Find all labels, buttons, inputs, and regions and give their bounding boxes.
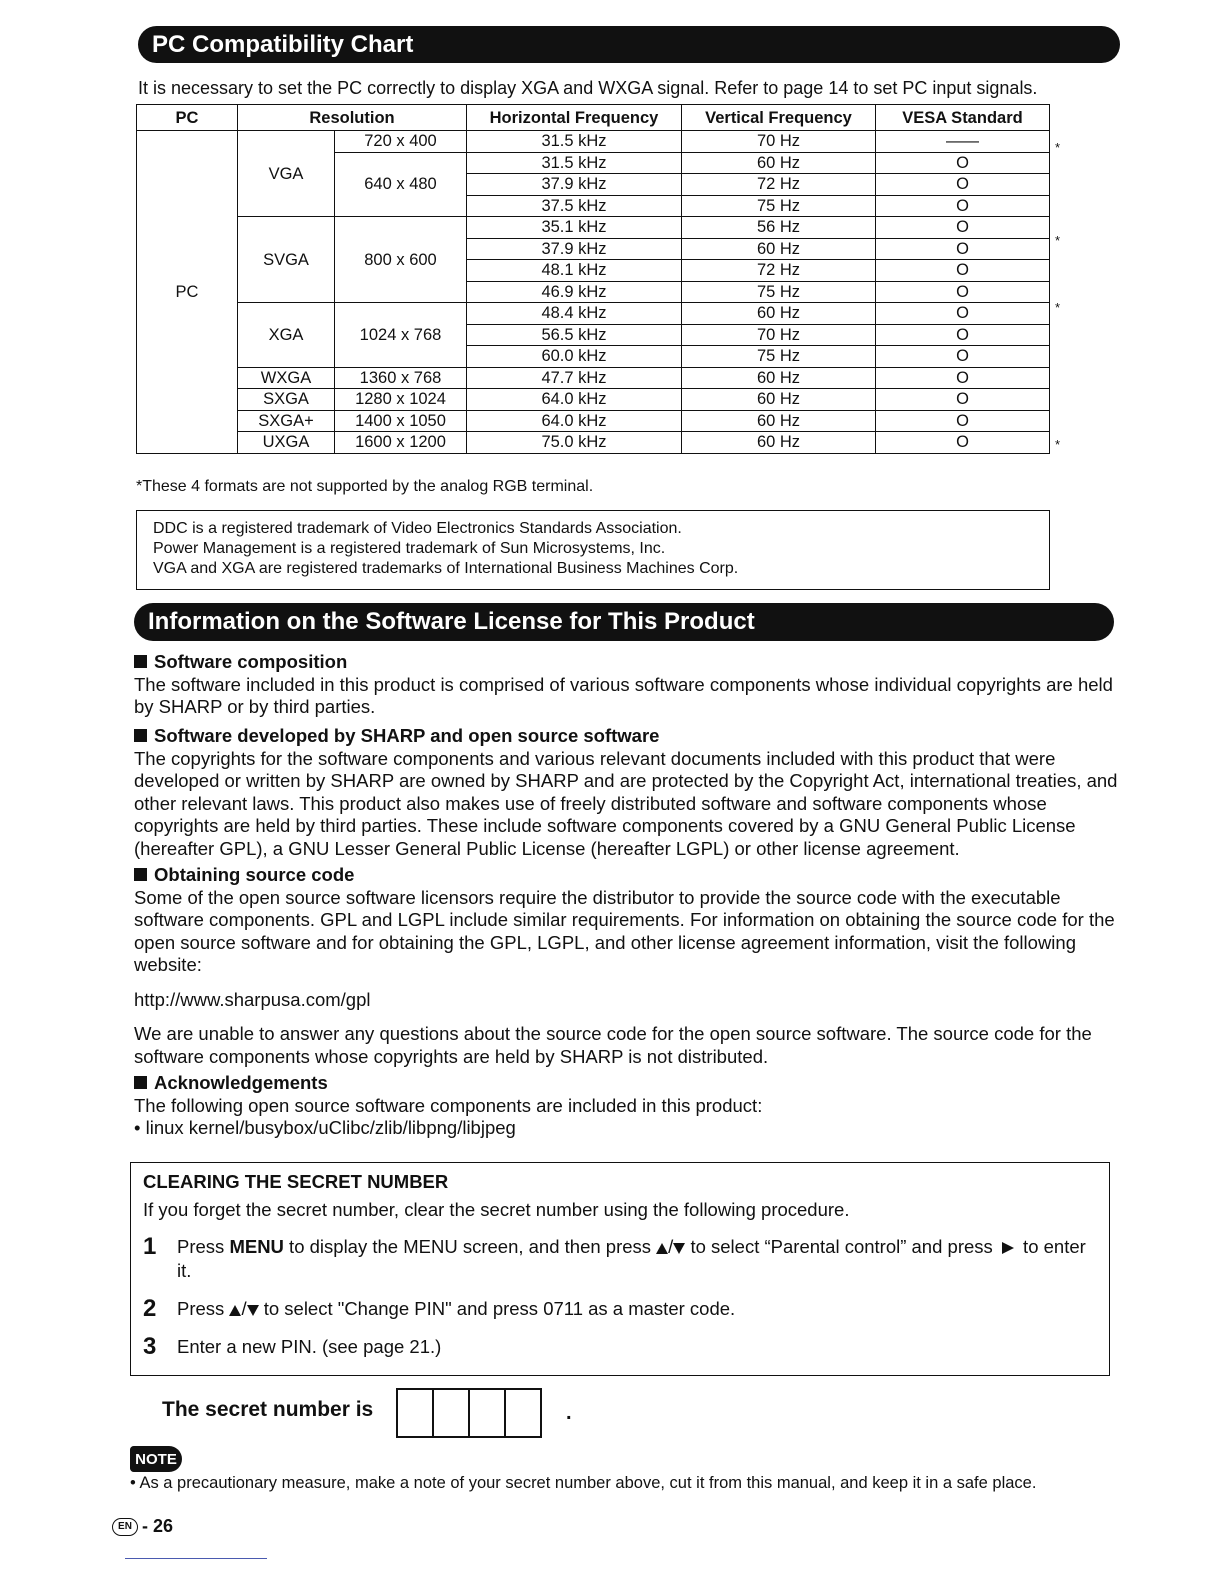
- vesa-cell: O: [876, 389, 1050, 411]
- vesa-cell: O: [876, 346, 1050, 368]
- pin-digit-box: [504, 1388, 542, 1438]
- pc-compatibility-table: [136, 104, 1050, 454]
- gpl-url: http://www.sharpusa.com/gpl: [134, 988, 371, 1010]
- group-xga: XGA: [238, 303, 335, 368]
- table-row: [137, 389, 1050, 411]
- h-freq: 37.9 kHz: [467, 174, 682, 196]
- h-freq: 48.4 kHz: [467, 303, 682, 325]
- group-vga: VGA: [238, 131, 335, 217]
- group-wxga: WXGA: [238, 367, 335, 389]
- vesa-cell: O: [876, 281, 1050, 303]
- v-freq: 72 Hz: [682, 174, 876, 196]
- footnote-asterisk: *: [1055, 300, 1061, 315]
- section-heading: Software composition: [134, 651, 1124, 674]
- note-badge: NOTE: [130, 1446, 182, 1472]
- h-freq: 47.7 kHz: [467, 367, 682, 389]
- up-arrow-icon: [656, 1243, 668, 1254]
- section-heading: Obtaining source code: [134, 864, 1124, 887]
- h-freq: 75.0 kHz: [467, 432, 682, 454]
- resolution-cell: 1024 x 768: [335, 303, 467, 368]
- header-resolution: Resolution: [238, 105, 467, 131]
- table-row: [137, 131, 1050, 153]
- section-text: Some of the open source software licensors require the distributor to provide the source code with the executable software components. GPL and LGPL include similar requirements. For information on obtaining the source code for the open source software and for obtaining the GPL, LGPL, and other license agreement information, visit the following website:: [134, 886, 1115, 975]
- down-arrow-icon: [673, 1243, 685, 1254]
- h-freq: 37.5 kHz: [467, 195, 682, 217]
- v-freq: 60 Hz: [682, 303, 876, 325]
- vesa-cell: O: [876, 432, 1050, 454]
- group-svga: SVGA: [238, 217, 335, 303]
- resolution-cell: 720 x 400: [335, 131, 467, 153]
- group-sxga: SXGA: [238, 389, 335, 411]
- vesa-cell: O: [876, 174, 1050, 196]
- software-license-title: Information on the Software License for This Product: [134, 603, 1114, 641]
- obtaining-source-section: [134, 864, 1124, 1068]
- vesa-cell: O: [876, 367, 1050, 389]
- square-bullet-icon: [134, 729, 147, 742]
- step-2: [143, 1297, 1097, 1321]
- vesa-cell: ——: [876, 131, 1050, 153]
- v-freq: 75 Hz: [682, 346, 876, 368]
- section-text: We are unable to answer any questions about the source code for the open source software. The source code for the software components whose copyrights are held by SHARP is not distributed.: [134, 1023, 1092, 1067]
- note-text: • As a precautionary measure, make a note of your secret number above, cut it from this manual, and keep it in a safe place.: [130, 1474, 1037, 1492]
- footnote-asterisk: *: [1055, 233, 1061, 248]
- trademark-line: DDC is a registered trademark of Video Electronics Standards Association.: [153, 520, 682, 537]
- v-freq: 60 Hz: [682, 432, 876, 454]
- header-vesa: VESA Standard: [876, 105, 1050, 131]
- step-text: Press MENU to display the MENU screen, and then press / to select “Parental control” and press to enter it.: [177, 1236, 1086, 1281]
- acknowledgements-section: [134, 1072, 1124, 1140]
- page-number: - 26: [142, 1516, 174, 1536]
- h-freq: 60.0 kHz: [467, 346, 682, 368]
- h-freq: 31.5 kHz: [467, 152, 682, 174]
- vesa-cell: O: [876, 260, 1050, 282]
- step-3: [143, 1335, 1097, 1359]
- clear-secret-number-box: [130, 1162, 1110, 1376]
- v-freq: 60 Hz: [682, 367, 876, 389]
- v-freq: 70 Hz: [682, 131, 876, 153]
- square-bullet-icon: [134, 868, 147, 881]
- resolution-cell: 640 x 480: [335, 152, 467, 217]
- section-text: The copyrights for the software components and various relevant documents included with this product that were developed or written by SHARP are owned by SHARP and are protected by the Copyright Act, international treaties, and other relevant laws. This product also makes use of freely distributed software and software components whose copyrights are held by third parties. These include software components covered by a GNU General Public License (hereafter GPL), a GNU Lesser General Public License (hereafter LGPL) or other license agreement.: [134, 747, 1118, 859]
- v-freq: 70 Hz: [682, 324, 876, 346]
- step-1: [143, 1235, 1097, 1283]
- section-text: The software included in this product is comprised of various software components whose individual copyrights are held by SHARP or by third parties.: [134, 673, 1113, 717]
- header-horizontal: Horizontal Frequency: [467, 105, 682, 131]
- pc-compatibility-title: PC Compatibility Chart: [138, 26, 1120, 63]
- up-arrow-icon: [229, 1305, 241, 1316]
- table-row: [137, 303, 1050, 325]
- vesa-cell: O: [876, 238, 1050, 260]
- section-heading: Software developed by SHARP and open source software: [134, 725, 1124, 748]
- trademark-line: Power Management is a registered trademark of Sun Microsystems, Inc.: [153, 540, 666, 557]
- group-uxga: UXGA: [238, 432, 335, 454]
- resolution-cell: 800 x 600: [335, 217, 467, 303]
- pin-digit-box: [432, 1388, 470, 1438]
- square-bullet-icon: [134, 655, 147, 668]
- h-freq: 64.0 kHz: [467, 389, 682, 411]
- down-arrow-icon: [247, 1305, 259, 1316]
- section-heading: Acknowledgements: [134, 1072, 1124, 1095]
- footnote-asterisk: *: [1055, 140, 1061, 155]
- v-freq: 60 Hz: [682, 410, 876, 432]
- trademark-line: VGA and XGA are registered trademarks of International Business Machines Corp.: [153, 560, 739, 577]
- header-vertical: Vertical Frequency: [682, 105, 876, 131]
- vesa-cell: O: [876, 410, 1050, 432]
- v-freq: 75 Hz: [682, 195, 876, 217]
- v-freq: 72 Hz: [682, 260, 876, 282]
- pin-digit-box: [468, 1388, 506, 1438]
- pc-label-cell: PC: [137, 131, 238, 454]
- table-row: [137, 217, 1050, 239]
- v-freq: 60 Hz: [682, 238, 876, 260]
- vesa-cell: O: [876, 303, 1050, 325]
- resolution-cell: 1400 x 1050: [335, 410, 467, 432]
- v-freq: 60 Hz: [682, 152, 876, 174]
- v-freq: 56 Hz: [682, 217, 876, 239]
- list-item: • linux kernel/busybox/uClibc/zlib/libpng/libjpeg: [134, 1117, 516, 1138]
- pin-period: .: [566, 1402, 572, 1424]
- trademark-box: [136, 510, 1050, 590]
- pin-boxes: [398, 1388, 542, 1438]
- box-intro: If you forget the secret number, clear the secret number using the following procedure.: [143, 1199, 850, 1220]
- software-composition-section: [134, 651, 1124, 719]
- h-freq: 31.5 kHz: [467, 131, 682, 153]
- h-freq: 35.1 kHz: [467, 217, 682, 239]
- resolution-cell: 1600 x 1200: [335, 432, 467, 454]
- step-text: Press / to select "Change PIN" and press 0711 as a master code.: [177, 1298, 736, 1319]
- table-row: [137, 432, 1050, 454]
- square-bullet-icon: [134, 1076, 147, 1089]
- secret-number-label: The secret number is: [162, 1398, 374, 1421]
- step-number: 3: [143, 1333, 157, 1360]
- v-freq: 75 Hz: [682, 281, 876, 303]
- h-freq: 56.5 kHz: [467, 324, 682, 346]
- right-arrow-icon: [1002, 1242, 1014, 1254]
- h-freq: 48.1 kHz: [467, 260, 682, 282]
- h-freq: 37.9 kHz: [467, 238, 682, 260]
- vesa-cell: O: [876, 217, 1050, 239]
- pin-digit-box: [396, 1388, 434, 1438]
- v-freq: 60 Hz: [682, 389, 876, 411]
- box-heading: CLEARING THE SECRET NUMBER: [143, 1171, 449, 1192]
- table-footnote: *These 4 formats are not supported by the analog RGB terminal.: [136, 478, 594, 495]
- vesa-cell: O: [876, 195, 1050, 217]
- section-text: The following open source software components are included in this product:: [134, 1094, 763, 1116]
- vesa-cell: O: [876, 324, 1050, 346]
- table-header-row: [137, 105, 1050, 131]
- resolution-cell: 1360 x 768: [335, 367, 467, 389]
- footnote-asterisk: *: [1055, 437, 1061, 452]
- step-text: Enter a new PIN. (see page 21.): [177, 1336, 442, 1357]
- resolution-cell: 1280 x 1024: [335, 389, 467, 411]
- table-row: [137, 367, 1050, 389]
- vesa-cell: O: [876, 152, 1050, 174]
- step-number: 1: [143, 1233, 157, 1260]
- en-language-icon: EN: [112, 1518, 138, 1536]
- h-freq: 46.9 kHz: [467, 281, 682, 303]
- bottom-rule: [125, 1558, 267, 1559]
- group-sxga-plus: SXGA+: [238, 410, 335, 432]
- table-row: [137, 410, 1050, 432]
- step-number: 2: [143, 1295, 157, 1322]
- sharp-open-source-section: [134, 725, 1124, 860]
- h-freq: 64.0 kHz: [467, 410, 682, 432]
- page-footer: [112, 1516, 173, 1537]
- pc-intro-text: It is necessary to set the PC correctly to display XGA and WXGA signal. Refer to page 14 to set PC input signals.: [138, 78, 1038, 98]
- header-pc: PC: [137, 105, 238, 131]
